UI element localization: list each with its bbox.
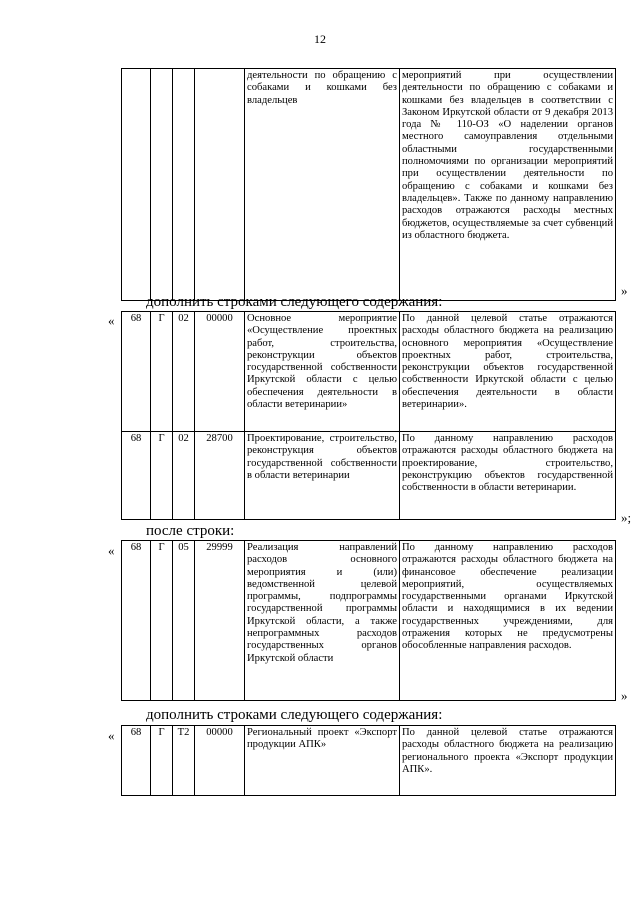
code-cell: Г <box>151 726 173 796</box>
code-cell: 02 <box>173 432 195 520</box>
code-cell <box>195 69 245 301</box>
budget-table-inserted <box>121 311 616 520</box>
table-row <box>122 69 616 301</box>
budget-table-inserted <box>121 725 616 796</box>
item-description-cell: По данной целевой статье отражаются расходы областного бюджета на реализацию регионального проекта «Экспорт продукции АПК». <box>400 726 616 796</box>
opening-quote: « <box>108 313 115 328</box>
code-cell: Т2 <box>173 726 195 796</box>
code-cell <box>173 69 195 301</box>
table-row <box>122 432 616 520</box>
code-cell <box>122 69 151 301</box>
item-description-cell: По данному направлению расходов отражаются расходы областного бюджета на финансовое обеспечение реализации мероприятий, осуществляемых государственными органами Иркутской области и находящимися в их ведении государственных учреждениями, для отражения которых не предусмотрены обособленные направления расходов. <box>400 541 616 701</box>
instruction-after-row: после строки: <box>146 523 235 539</box>
budget-table-reference-row <box>121 540 616 701</box>
code-cell: 68 <box>122 432 151 520</box>
closing-quote: » <box>621 283 628 298</box>
item-name-cell: Основное мероприятие «Осуществление проектных работ, строительства, реконструкции объектов государственной собственности Иркутской области с целью обеспечения деятельности в области ветеринарии» <box>245 312 400 432</box>
item-name-cell: Проектирование, строительство, реконструкция объектов государственной собственности в области ветеринарии <box>245 432 400 520</box>
item-name-cell: Региональный проект «Экспорт продукции АПК» <box>245 726 400 796</box>
instruction-add-rows: дополнить строками следующего содержания: <box>146 294 443 310</box>
table-row <box>122 541 616 701</box>
code-cell: 29999 <box>195 541 245 701</box>
code-cell: Г <box>151 432 173 520</box>
code-cell: 00000 <box>195 726 245 796</box>
item-name-cell: деятельности по обращению с собаками и кошками без владельцев <box>245 69 400 301</box>
item-description-cell: мероприятий при осуществлении деятельности по обращению с собаками и кошками без владельцев в соответствии с Законом Иркутской области от 9 декабря 2013 года № 110-ОЗ «О наделении органов местного самоуправления отдельными областными государственными полномочиями по организации мероприятий при осуществлении деятельности по обращению с собаками и кошками без владельцев». Также по данному направлению расходов отражаются расходы местных бюджетов, осуществляемые за счет субвенций из областного бюджета. <box>400 69 616 301</box>
closing-quote-semicolon: »; <box>621 510 632 525</box>
code-cell: 02 <box>173 312 195 432</box>
item-description-cell: По данному направлению расходов отражаются расходы областного бюджета на проектирование, строительство, реконструкцию объектов государственной собственности в области ветеринарии. <box>400 432 616 520</box>
closing-quote: » <box>621 688 628 703</box>
page-number: 12 <box>314 32 326 46</box>
code-cell <box>151 69 173 301</box>
code-cell: 68 <box>122 726 151 796</box>
opening-quote: « <box>108 728 115 743</box>
instruction-add-rows: дополнить строками следующего содержания: <box>146 707 443 723</box>
code-cell: Г <box>151 541 173 701</box>
code-cell: 05 <box>173 541 195 701</box>
code-cell: Г <box>151 312 173 432</box>
budget-table-continuation <box>121 68 616 301</box>
table-row <box>122 726 616 796</box>
opening-quote: « <box>108 543 115 558</box>
code-cell: 68 <box>122 312 151 432</box>
table-row <box>122 312 616 432</box>
code-cell: 00000 <box>195 312 245 432</box>
code-cell: 68 <box>122 541 151 701</box>
item-description-cell: По данной целевой статье отражаются расходы областного бюджета на реализацию основного мероприятия «Осуществление проектных работ, строительства, реконструкции объектов государственной собственности Иркутской области с целью обеспечения деятельности в области ветеринарии». <box>400 312 616 432</box>
code-cell: 28700 <box>195 432 245 520</box>
item-name-cell: Реализация направлений расходов основного мероприятия и (или) ведомственной целевой программы, подпрограммы государственной программы Иркутской области, а также непрограммных расходов государственных органов Иркутской области <box>245 541 400 701</box>
